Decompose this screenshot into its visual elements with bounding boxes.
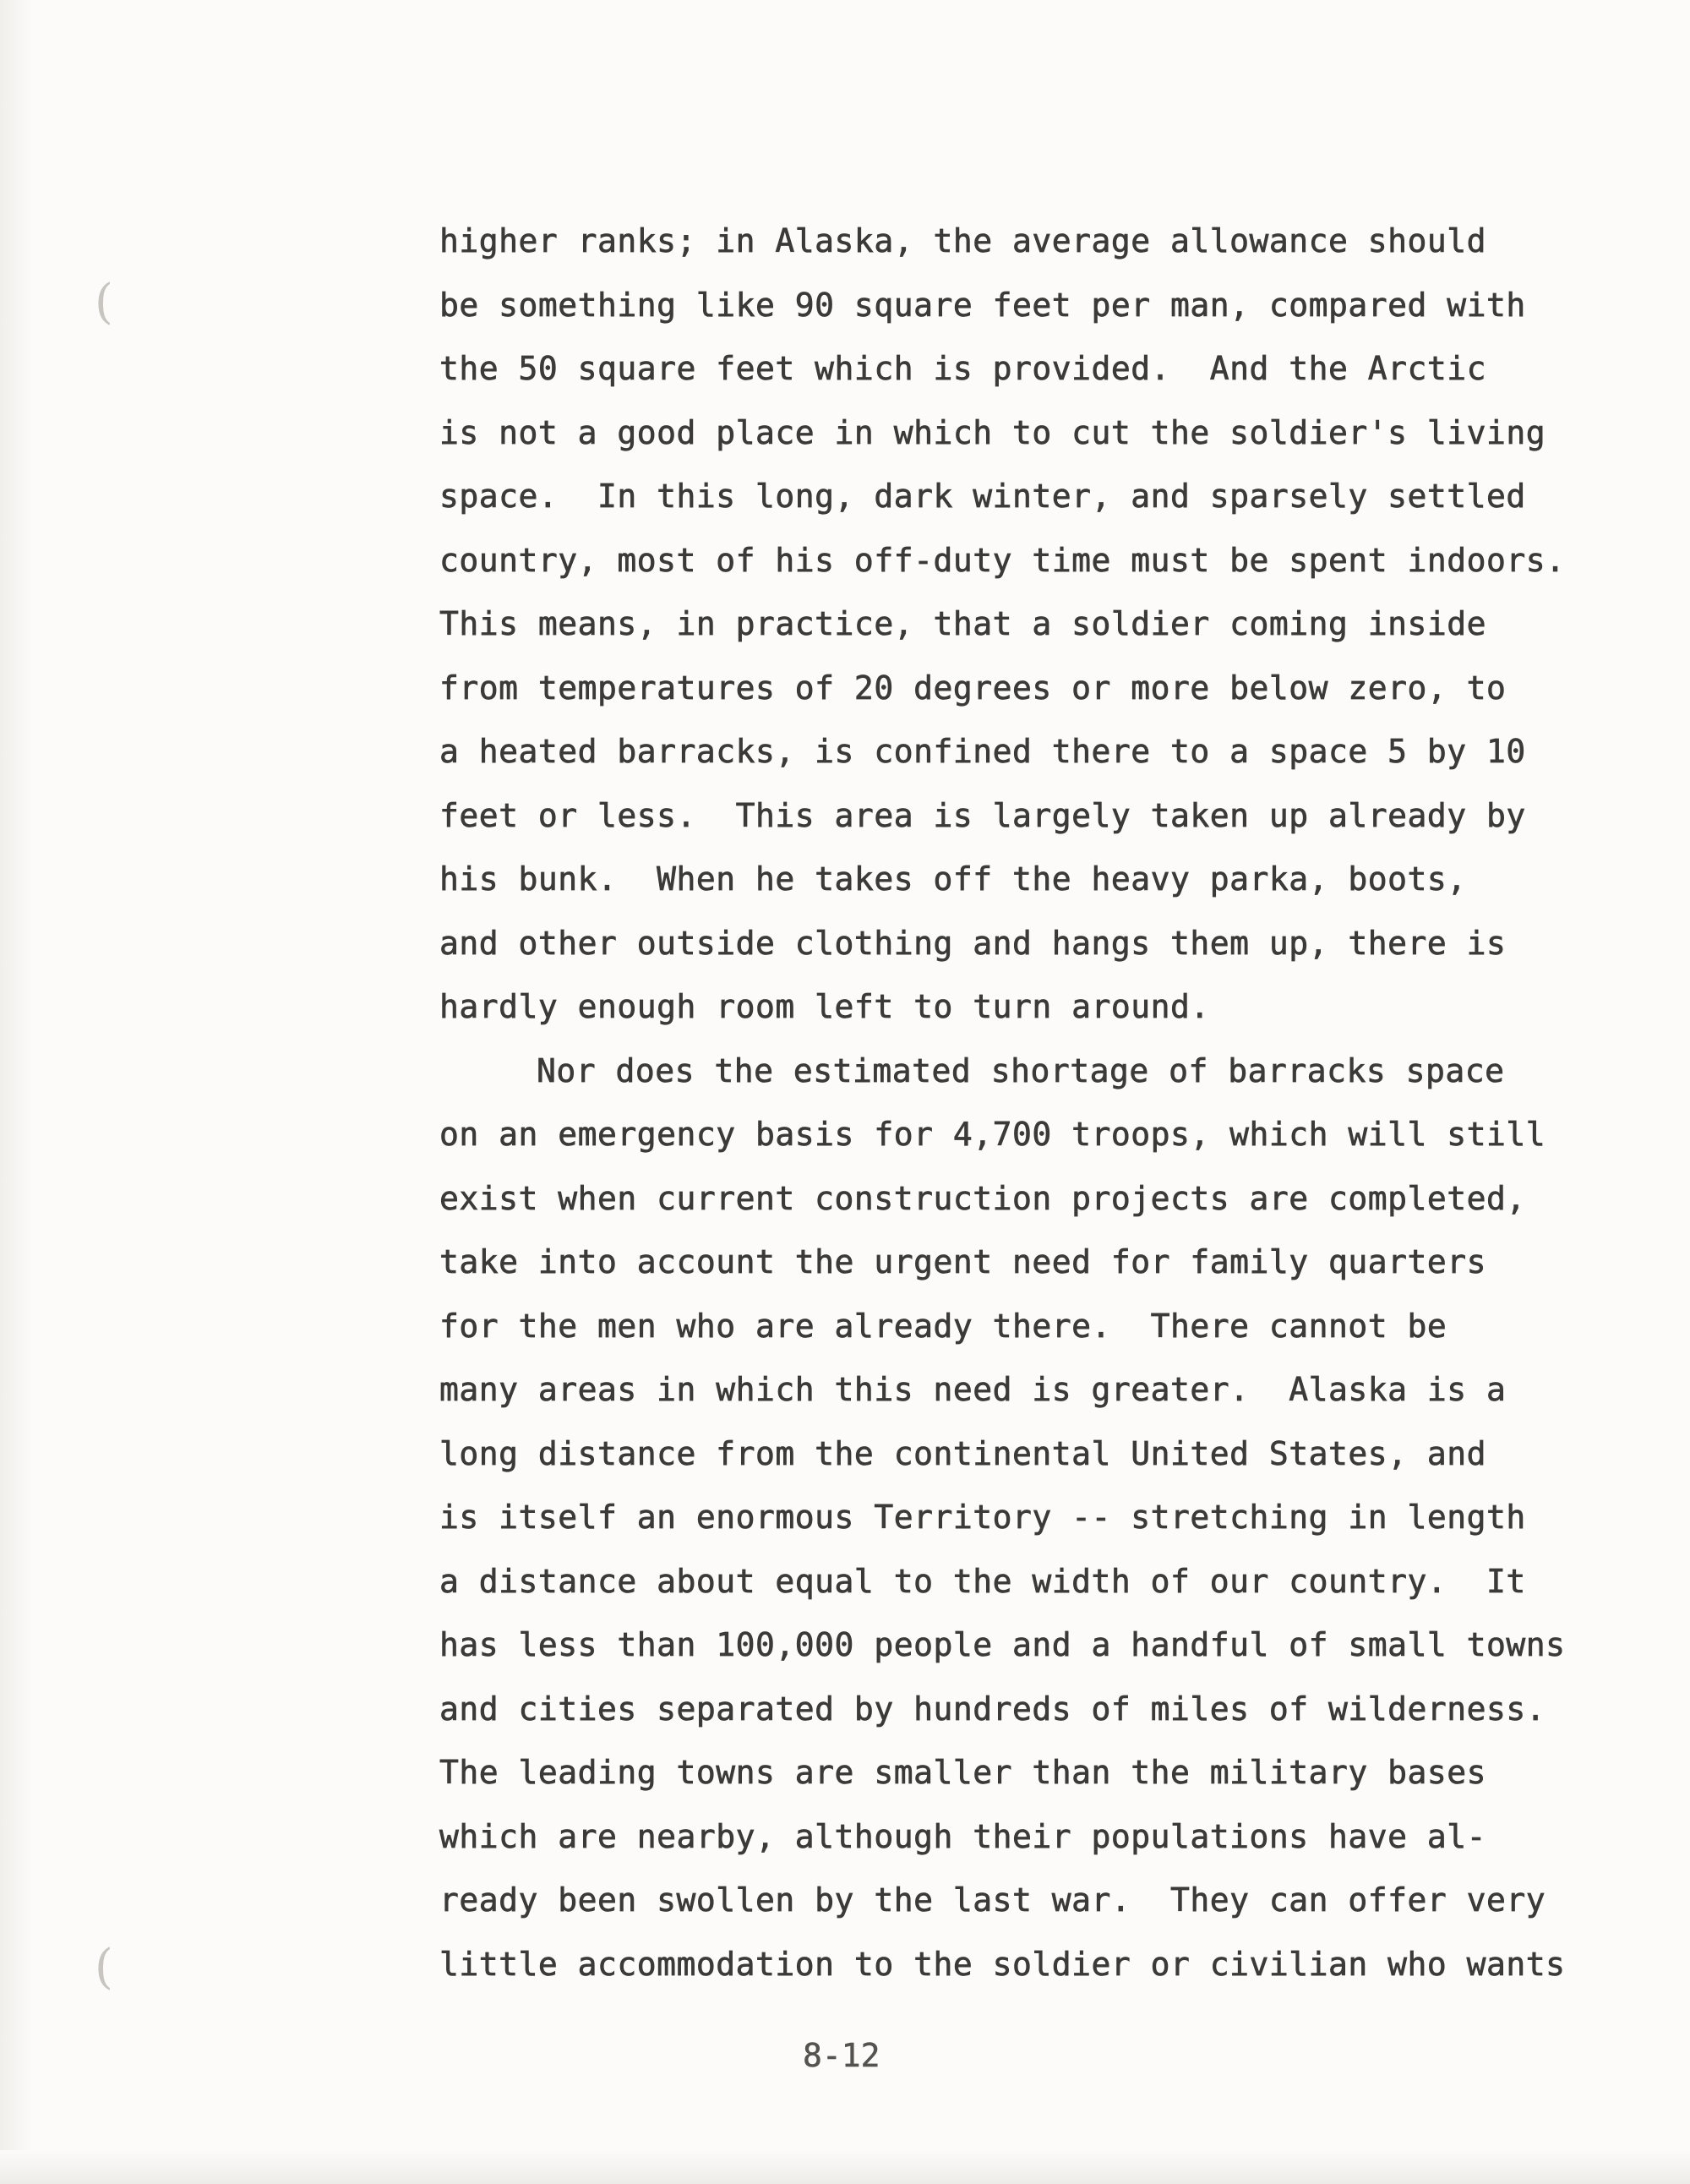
text-line: This means, in practice, that a soldier coming inside — [439, 605, 1487, 642]
text-line: feet or less. This area is largely taken up already by — [439, 796, 1526, 834]
text-line: on an emergency basis for 4,700 troops, which will still — [439, 1116, 1546, 1153]
text-line: Nor does the estimated shortage of barracks space — [537, 1051, 1505, 1089]
page-shadow-bottom — [0, 2150, 1690, 2184]
text-line: has less than 100,000 people and a handful of small towns — [439, 1626, 1566, 1663]
text-line: the 50 square feet which is provided. And the Arctic — [439, 350, 1487, 387]
text-line: little accommodation to the soldier or civilian who wants — [439, 1945, 1566, 1983]
text-line: The leading towns are smaller than the military bases — [439, 1754, 1487, 1791]
text-line: long distance from the continental United States, and — [439, 1434, 1487, 1472]
text-line: hardly enough room left to turn around. — [439, 988, 1210, 1025]
text-line: space. In this long, dark winter, and sparsely settled — [439, 478, 1526, 515]
text-line: and cities separated by hundreds of miles of wilderness. — [439, 1690, 1546, 1728]
body-text — [439, 210, 1566, 1996]
text-line: exist when current construction projects are completed, — [439, 1179, 1526, 1217]
text-line: his bunk. When he takes off the heavy parka, boots, — [439, 860, 1467, 898]
text-line: which are nearby, although their populations have al- — [439, 1817, 1487, 1855]
text-line: country, most of his off-duty time must be spent indoors. — [439, 541, 1566, 579]
page-shadow-left — [0, 0, 34, 2184]
margin-mark-upper: ( — [95, 275, 113, 330]
text-line: ready been swollen by the last war. They can offer very — [439, 1881, 1546, 1919]
text-line: for the men who are already there. There cannot be — [439, 1307, 1447, 1345]
text-line: many areas in which this need is greater. Alaska is a — [439, 1371, 1507, 1408]
text-line: be something like 90 square feet per man, compared with — [439, 286, 1526, 324]
text-line: higher ranks; in Alaska, the average allowance should — [439, 222, 1487, 259]
text-line: a distance about equal to the width of our country. It — [439, 1562, 1526, 1600]
text-line: take into account the urgent need for family quarters — [439, 1243, 1487, 1280]
text-line: from temperatures of 20 degrees or more below zero, to — [439, 669, 1507, 707]
text-line: and other outside clothing and hangs them up, there is — [439, 924, 1507, 962]
page-number: 8-12 — [803, 2037, 880, 2074]
text-line: is not a good place in which to cut the soldier's living — [439, 413, 1546, 451]
margin-mark-lower: ( — [95, 1940, 113, 1995]
text-line: a heated barracks, is confined there to a space 5 by 10 — [439, 733, 1526, 770]
text-line: is itself an enormous Territory -- stretching in length — [439, 1499, 1526, 1536]
